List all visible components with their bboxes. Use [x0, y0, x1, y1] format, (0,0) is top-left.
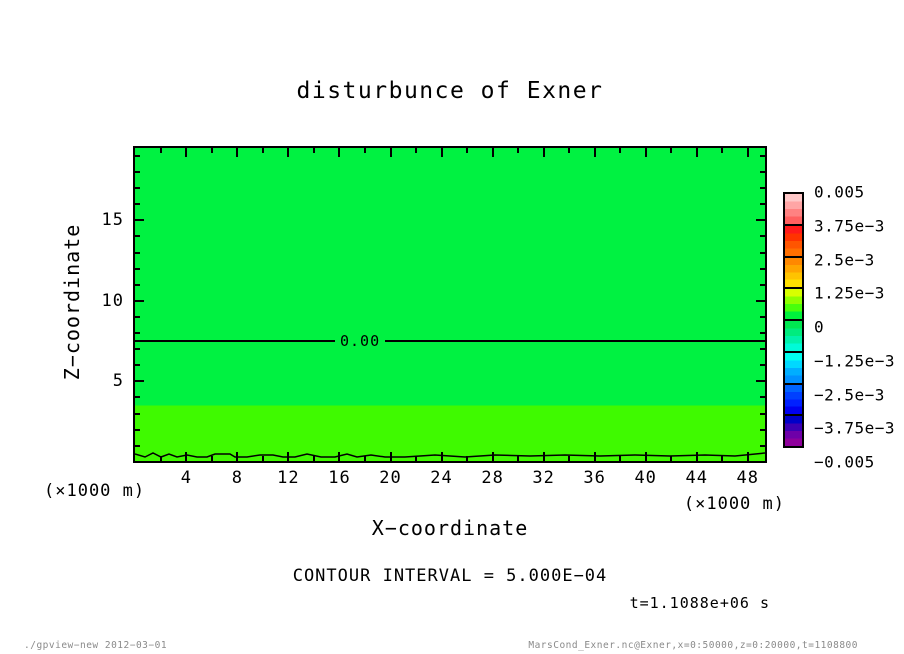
plot-fill-region: [135, 148, 765, 461]
colorbar-box: [783, 287, 804, 321]
colorbar-label: 3.75e−3: [814, 216, 885, 236]
y-tick-label: 5: [112, 371, 124, 392]
footer-source-text: MarsCond_Exner.nc@Exner,x=0:50000,z=0:20000,t=1108800: [528, 640, 858, 651]
colorbar-box: [783, 319, 804, 353]
zero-contour-label: 0.00: [335, 332, 385, 350]
x-tick-label: 12: [277, 468, 300, 488]
x-tick-label: 44: [685, 468, 708, 488]
colorbar-label: 0.005: [814, 182, 865, 202]
plot-title: disturbunce of Exner: [296, 78, 604, 104]
y-axis-unit-label: (×1000 m): [44, 481, 146, 501]
x-tick-label: 4: [180, 468, 192, 488]
colorbar-label: −0.005: [814, 452, 875, 472]
y-tick-label: 10: [101, 290, 124, 311]
colorbar-box: [783, 383, 804, 417]
colorbar: [783, 192, 804, 462]
y-axis-title: Z−coordinate: [60, 223, 84, 381]
x-tick-label: 16: [328, 468, 351, 488]
colorbar-label: 0: [814, 317, 825, 337]
footer-command-text: ./gpview−new 2012−03−01: [24, 640, 168, 651]
terrain-line: [135, 148, 765, 461]
x-tick-label: 28: [481, 468, 504, 488]
contour-interval-text: CONTOUR INTERVAL = 5.000E−04: [292, 566, 608, 586]
colorbar-box: [783, 224, 804, 258]
time-stamp-text: t=1.1088e+06 s: [629, 594, 770, 612]
x-tick-label: 24: [430, 468, 453, 488]
colorbar-label: −2.5e−3: [814, 385, 885, 404]
colorbar-label: 1.25e−3: [814, 283, 885, 303]
colorbar-label: −1.25e−3: [814, 351, 896, 371]
colorbar-label: −3.75e−3: [814, 418, 896, 438]
colorbar-box: [783, 256, 804, 290]
x-axis-unit-label: (×1000 m): [683, 494, 785, 514]
x-tick-label: 36: [583, 468, 606, 488]
y-tick-label: 15: [101, 210, 124, 231]
colorbar-box: [783, 351, 804, 385]
colorbar-label: 2.5e−3: [814, 250, 875, 269]
x-tick-label: 40: [634, 468, 657, 488]
colorbar-box: [783, 414, 804, 448]
x-tick-label: 32: [532, 468, 555, 488]
x-axis-title: X−coordinate: [371, 516, 529, 540]
plot-area: [133, 146, 767, 463]
x-tick-label: 20: [379, 468, 402, 488]
x-tick-label: 8: [231, 468, 243, 488]
colorbar-box: [783, 192, 804, 226]
x-tick-label: 48: [736, 468, 760, 488]
